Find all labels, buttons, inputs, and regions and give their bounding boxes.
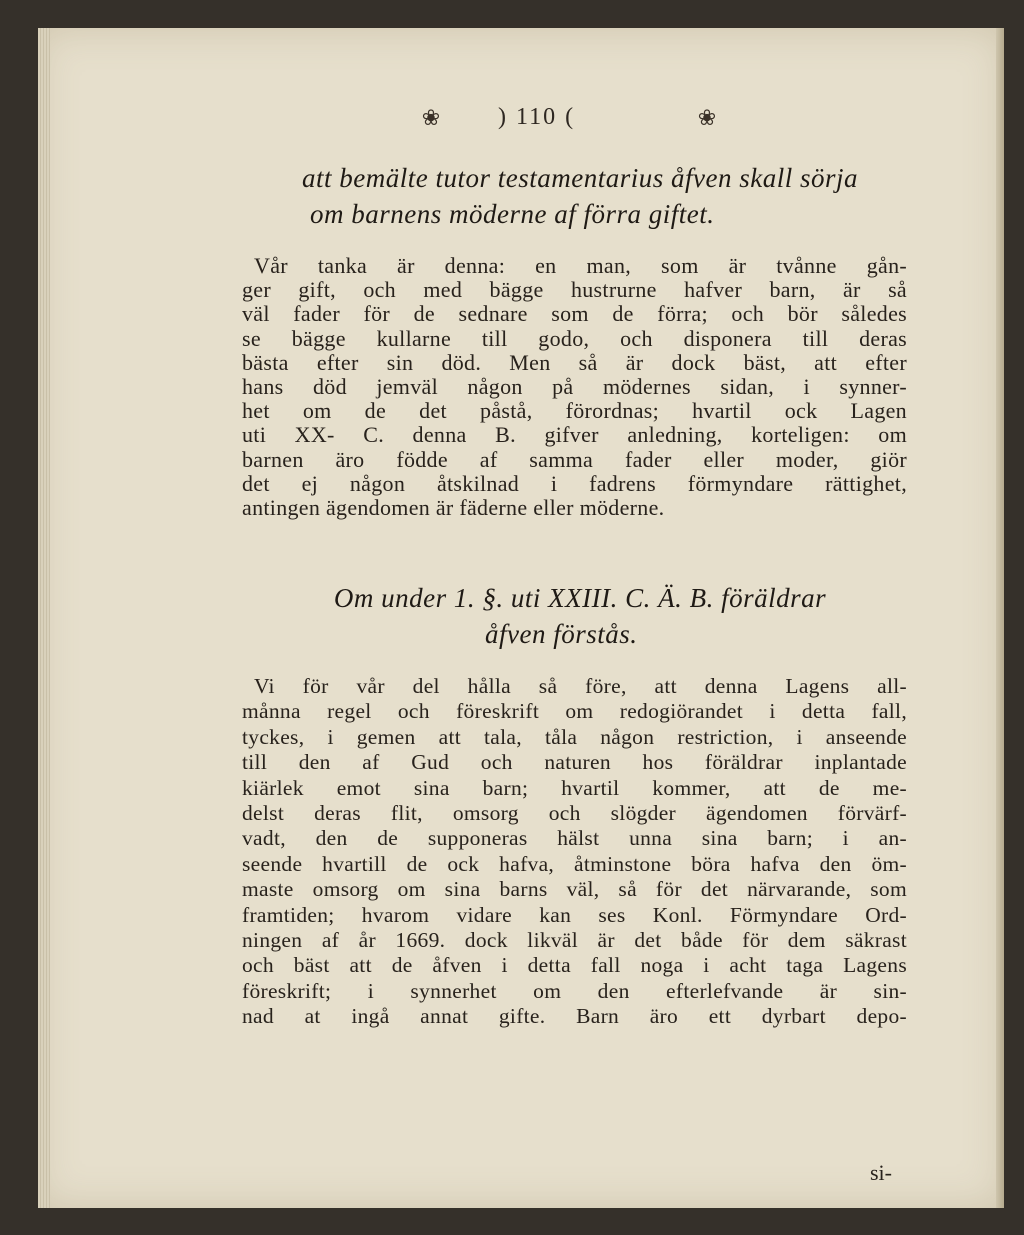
text-line: månna regel och föreskrift om redogiörandet i detta fall, — [242, 699, 907, 724]
heading-line: om barnens möderne af förra giftet. — [310, 199, 715, 229]
catchword: si- — [870, 1160, 892, 1185]
text-line: barnen äro födde af samma fader eller moder, giör — [242, 446, 907, 472]
text-line: se bägge kullarne till godo, och disponera till deras — [242, 325, 907, 351]
text-line: till den af Gud och naturen hos föräldrar inplantade — [242, 750, 907, 775]
heading-line: åfven förstås. — [485, 619, 638, 649]
text-line: kiärlek emot sina barn; hvartil kommer, att de me- — [242, 775, 907, 800]
page-edges — [38, 28, 50, 1208]
text-line: bästa efter sin död. Men så är dock bäst, att efter — [242, 349, 907, 375]
heading-line: Om under 1. §. uti XXIII. C. Ä. B. föräldrar — [333, 583, 827, 613]
text-line: och bäst att de åfven i detta fall noga i acht taga Lagens — [242, 953, 907, 978]
text-line: antingen ägendomen är fäderne eller möderne. — [242, 495, 665, 521]
section-heading-2 — [210, 580, 950, 652]
running-header — [0, 100, 1024, 150]
text-line: ningen af år 1669. dock likväl är det både för dem säkrast — [242, 928, 907, 953]
text-line: det ej någon åtskilnad i fadrens förmyndare rättighet, — [242, 470, 907, 496]
text-line: nad at ingå annat gifte. Barn äro ett dyrbart depo- — [242, 1004, 907, 1029]
paragraph-1 — [242, 254, 907, 520]
ornament-right-icon: ❀ — [697, 106, 717, 131]
text-line: vadt, den de supponeras hälst unna sina barn; i an- — [242, 826, 907, 851]
text-line: het om de det påstå, förordnas; hvartil ock Lagen — [242, 398, 907, 424]
ornament-left-icon: ❀ — [421, 106, 441, 131]
text-line: framtiden; hvarom vidare kan ses Konl. Förmyndare Ord- — [242, 902, 907, 927]
text-line: hans död jemväl någon på mödernes sidan, i synner- — [242, 374, 907, 400]
paragraph-2 — [242, 674, 907, 1030]
text-line: ger gift, och med bägge hustrurne hafver barn, är så — [242, 277, 907, 303]
book-gutter — [996, 28, 1004, 1208]
text-line: maste omsorg om sina barns väl, så för det närvarande, som — [242, 877, 907, 902]
text-line: Vår tanka är denna: en man, som är tvånne gån- — [254, 253, 907, 278]
text-line: tyckes, i gemen att tala, tåla någon restriction, i anseende — [242, 724, 907, 749]
text-line: föreskrift; i synnerhet om den efterlefvande är sin- — [242, 978, 907, 1003]
text-line: seende hvartill de ock hafva, åtminstone böra hafva den öm- — [242, 851, 907, 876]
heading-line: att bemälte tutor testamentarius åfven skall sörja — [302, 163, 858, 193]
text-line: uti XX- C. denna B. gifver anledning, korteligen: om — [242, 422, 907, 448]
text-line: Vi för vår del hålla så före, att denna Lagens all- — [254, 674, 907, 698]
text-line: väl fader för de sednare som de förra; och bör således — [242, 301, 907, 327]
text-line: delst deras flit, omsorg och slögder ägendomen förvärf- — [242, 801, 907, 826]
section-heading-1 — [210, 160, 950, 232]
page-number: ) 110 ( — [498, 104, 576, 130]
